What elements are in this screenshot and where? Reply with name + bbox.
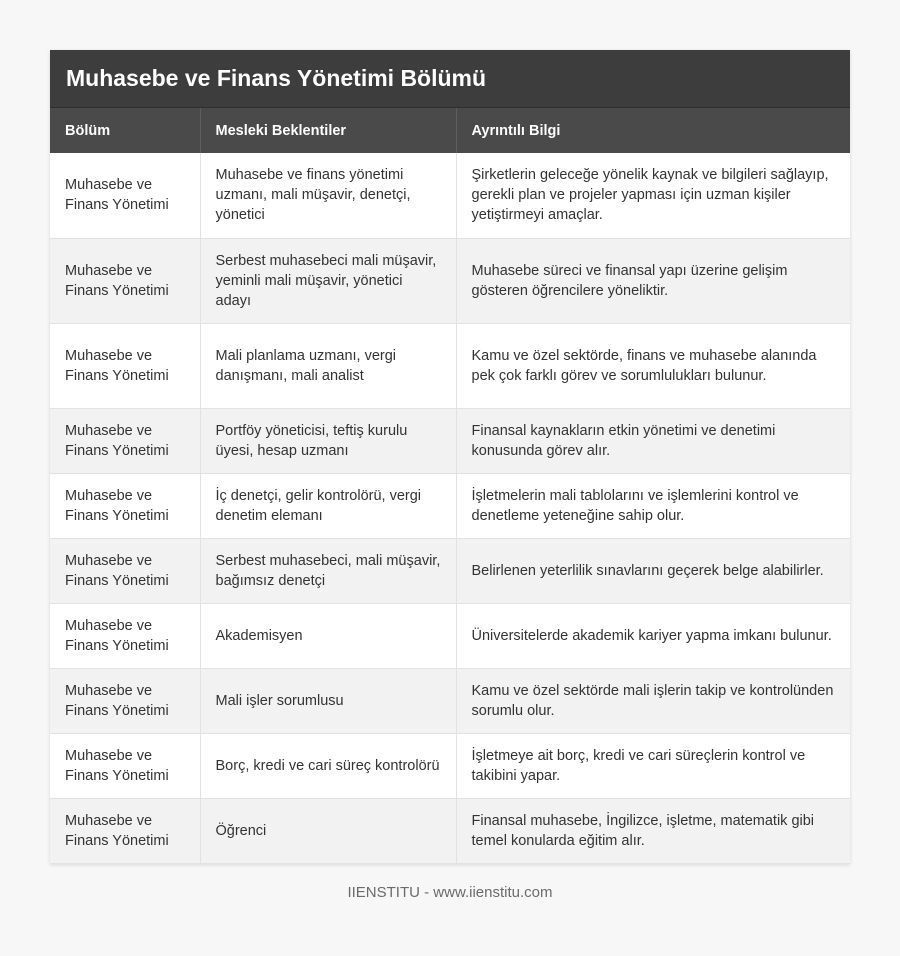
cell-bolum: Muhasebe ve Finans Yönetimi	[50, 408, 200, 473]
table-row	[50, 733, 850, 798]
cell-ayrintili-bilgi: Kamu ve özel sektörde, finans ve muhasebe alanında pek çok farklı görev ve sorumlulukları bulunur.	[456, 323, 850, 408]
header-row	[50, 108, 850, 153]
cell-bolum: Muhasebe ve Finans Yönetimi	[50, 603, 200, 668]
table-row	[50, 153, 850, 238]
cell-ayrintili-bilgi: Belirlenen yeterlilik sınavlarını geçerek belge alabilirler.	[456, 538, 850, 603]
cell-bolum: Muhasebe ve Finans Yönetimi	[50, 538, 200, 603]
table-row	[50, 323, 850, 408]
column-header-bolum: Bölüm	[50, 108, 200, 153]
table-title: Muhasebe ve Finans Yönetimi Bölümü	[50, 50, 850, 108]
cell-mesleki-beklentiler: Serbest muhasebeci mali müşavir, yeminli mali müşavir, yönetici adayı	[200, 238, 456, 323]
cell-mesleki-beklentiler: Öğrenci	[200, 798, 456, 863]
cell-ayrintili-bilgi: Finansal kaynakların etkin yönetimi ve denetimi konusunda görev alır.	[456, 408, 850, 473]
cell-ayrintili-bilgi: Finansal muhasebe, İngilizce, işletme, matematik gibi temel konularda eğitim alır.	[456, 798, 850, 863]
cell-bolum: Muhasebe ve Finans Yönetimi	[50, 798, 200, 863]
cell-bolum: Muhasebe ve Finans Yönetimi	[50, 733, 200, 798]
footer-credit: IIENSTITU - www.iienstitu.com	[347, 884, 553, 901]
cell-mesleki-beklentiler: Portföy yöneticisi, teftiş kurulu üyesi, hesap uzmanı	[200, 408, 456, 473]
cell-mesleki-beklentiler: Mali işler sorumlusu	[200, 668, 456, 733]
cell-bolum: Muhasebe ve Finans Yönetimi	[50, 238, 200, 323]
cell-mesleki-beklentiler: İç denetçi, gelir kontrolörü, vergi denetim elemanı	[200, 473, 456, 538]
cell-ayrintili-bilgi: Üniversitelerde akademik kariyer yapma imkanı bulunur.	[456, 603, 850, 668]
cell-ayrintili-bilgi: Muhasebe süreci ve finansal yapı üzerine gelişim gösteren öğrencilere yöneliktir.	[456, 238, 850, 323]
table-row	[50, 408, 850, 473]
cell-ayrintili-bilgi: İşletmelerin mali tablolarını ve işlemlerini kontrol ve denetleme yeteneğine sahip olur.	[456, 473, 850, 538]
table-row	[50, 238, 850, 323]
cell-bolum: Muhasebe ve Finans Yönetimi	[50, 153, 200, 238]
column-header-mesleki-beklentiler: Mesleki Beklentiler	[200, 108, 456, 153]
table-row	[50, 798, 850, 863]
table-card	[50, 50, 850, 864]
cell-mesleki-beklentiler: Serbest muhasebeci, mali müşavir, bağımsız denetçi	[200, 538, 456, 603]
table-row	[50, 473, 850, 538]
cell-ayrintili-bilgi: İşletmeye ait borç, kredi ve cari süreçlerin kontrol ve takibini yapar.	[456, 733, 850, 798]
cell-mesleki-beklentiler: Akademisyen	[200, 603, 456, 668]
cell-mesleki-beklentiler: Borç, kredi ve cari süreç kontrolörü	[200, 733, 456, 798]
table-row	[50, 538, 850, 603]
cell-ayrintili-bilgi: Şirketlerin geleceğe yönelik kaynak ve bilgileri sağlayıp, gerekli plan ve projeler yapması için uzman kişiler yetiştirmeyi amaçlar.	[456, 153, 850, 238]
cell-bolum: Muhasebe ve Finans Yönetimi	[50, 323, 200, 408]
cell-bolum: Muhasebe ve Finans Yönetimi	[50, 473, 200, 538]
cell-mesleki-beklentiler: Mali planlama uzmanı, vergi danışmanı, mali analist	[200, 323, 456, 408]
cell-mesleki-beklentiler: Muhasebe ve finans yönetimi uzmanı, mali müşavir, denetçi, yönetici	[200, 153, 456, 238]
table-row	[50, 668, 850, 733]
cell-bolum: Muhasebe ve Finans Yönetimi	[50, 668, 200, 733]
career-table	[50, 108, 850, 864]
table-row	[50, 603, 850, 668]
column-header-ayrintili-bilgi: Ayrıntılı Bilgi	[456, 108, 850, 153]
cell-ayrintili-bilgi: Kamu ve özel sektörde mali işlerin takip ve kontrolünden sorumlu olur.	[456, 668, 850, 733]
